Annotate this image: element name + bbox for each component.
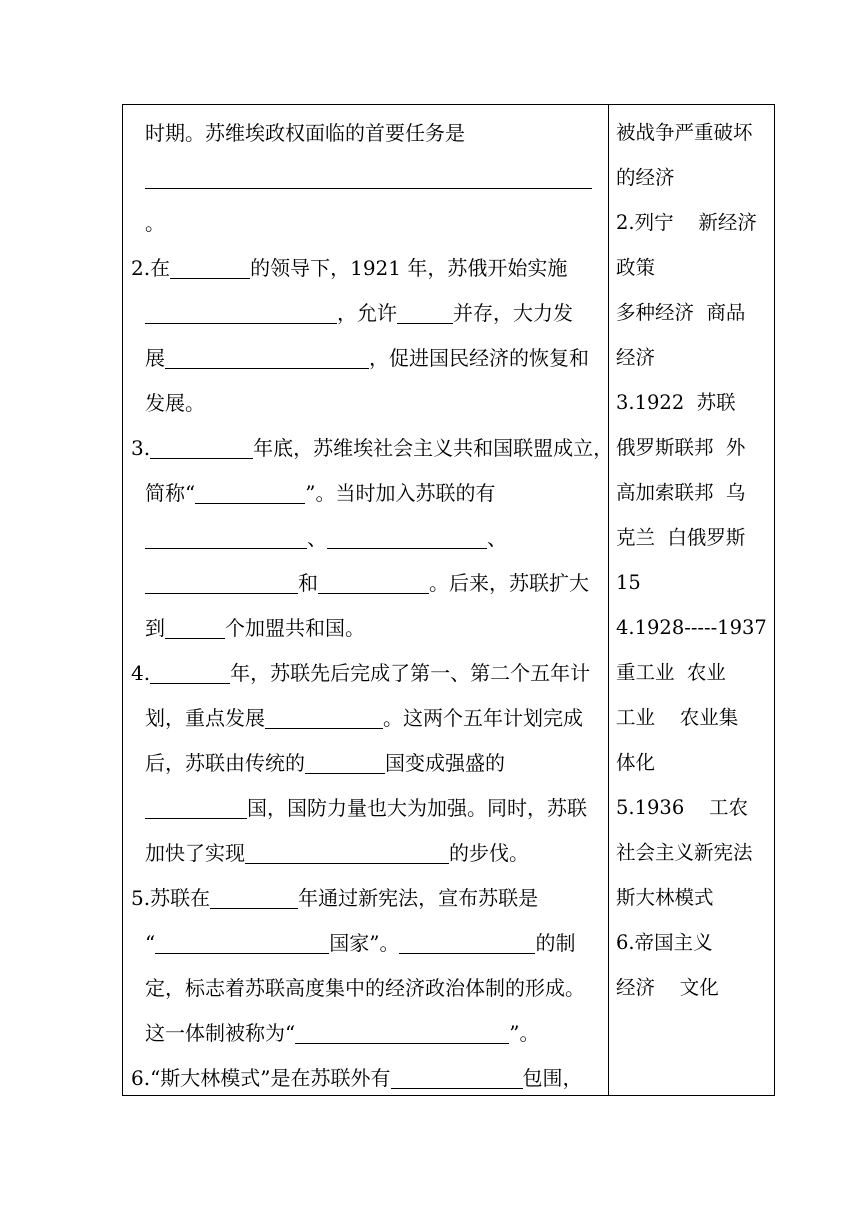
question-line: 、 、 (145, 522, 507, 554)
answer-line: 4.1928-----1937 (616, 616, 767, 639)
fill-blank[interactable] (399, 929, 535, 954)
question-line: 到 个加盟共和国。 (145, 616, 365, 640)
fill-blank[interactable] (318, 569, 429, 594)
fill-blank[interactable] (327, 524, 487, 549)
answer-line: 俄罗斯联邦 外 (616, 436, 746, 459)
question-line: 展 ，促进国民经济的恢复和 (145, 346, 589, 370)
question-line: 6.“斯大林模式”是在苏联外有 包围， (131, 1066, 583, 1090)
question-line: 这一体制被称为“ ”。 (145, 1021, 540, 1045)
question-line: “ 国家”。 的制 (145, 931, 576, 955)
fill-blank[interactable] (145, 794, 247, 819)
question-line: 2.在 的领导下，1921 年，苏俄开始实施 (131, 256, 568, 280)
fill-blank[interactable] (210, 884, 298, 909)
fill-blank[interactable] (145, 569, 298, 594)
question-line: 和 。后来，苏联扩大 (145, 567, 589, 599)
question-line: 发展。 (145, 391, 205, 415)
fill-blank[interactable] (391, 1064, 523, 1089)
answer-line: 社会主义新宪法 (616, 841, 753, 864)
worksheet-table (122, 104, 775, 1096)
answer-line: 多种经济 商品 (616, 301, 746, 324)
fill-blank[interactable] (245, 839, 449, 864)
answers-column (609, 105, 775, 1095)
question-line: 5.苏联在 年通过新宪法，宣布苏联是 (131, 886, 539, 910)
question-line: 时期。苏维埃政权面临的首要任务是 (145, 121, 465, 145)
fill-blank[interactable] (170, 254, 250, 279)
answer-line: 工业 农业集 (616, 706, 739, 729)
question-line (145, 162, 592, 194)
fill-blank[interactable] (305, 749, 385, 774)
question-line: 4. 年，苏联先后完成了第一、第二个五年计 (131, 661, 591, 685)
question-line: 。 (145, 211, 165, 235)
fill-blank[interactable] (265, 704, 383, 729)
fill-blank[interactable] (145, 164, 592, 189)
answer-line: 克兰 白俄罗斯 (616, 526, 746, 549)
answer-line: 政策 (616, 256, 656, 279)
fill-blank[interactable] (295, 1019, 509, 1044)
questions-column (123, 105, 614, 1095)
question-line: 3. 年底，苏维埃社会主义共和国联盟成立， (131, 436, 614, 460)
fill-blank[interactable] (155, 929, 329, 954)
question-line: 后，苏联由传统的 国变成强盛的 (145, 751, 505, 775)
fill-blank[interactable] (145, 524, 307, 549)
fill-blank[interactable] (150, 659, 230, 684)
answer-line: 斯大林模式 (616, 886, 714, 909)
question-line: 划，重点发展 。这两个五年计划完成 (145, 706, 583, 730)
answer-line: 3.1922 苏联 (616, 391, 736, 414)
fill-blank[interactable] (165, 614, 225, 639)
answer-line: 2.列宁 新经济 (616, 211, 757, 234)
answer-line: 经济 (616, 346, 656, 369)
answer-line: 体化 (616, 751, 656, 774)
question-line: 国，国防力量也大为加强。同时，苏联 (145, 792, 587, 824)
answer-line: 15 (616, 571, 641, 594)
question-line: 加快了实现 的步伐。 (145, 841, 529, 865)
answer-line: 6.帝国主义 (616, 931, 713, 954)
answer-line: 经济 文化 (616, 976, 719, 999)
answer-line: 高加索联邦 乌 (616, 481, 746, 504)
fill-blank[interactable] (150, 434, 253, 459)
question-line: ，允许 并存，大力发 (145, 297, 573, 329)
answer-line: 的经济 (616, 166, 675, 189)
question-line: 简称“ ”。当时加入苏联的有 (145, 481, 496, 505)
fill-blank[interactable] (397, 299, 453, 324)
answer-line: 5.1936 工农 (616, 796, 749, 819)
fill-blank[interactable] (145, 299, 337, 324)
answer-line: 被战争严重破坏 (616, 121, 753, 144)
answer-line: 重工业 农业 (616, 661, 726, 684)
fill-blank[interactable] (195, 479, 305, 504)
fill-blank[interactable] (165, 344, 369, 369)
question-line: 定，标志着苏联高度集中的经济政治体制的形成。 (145, 976, 585, 1000)
